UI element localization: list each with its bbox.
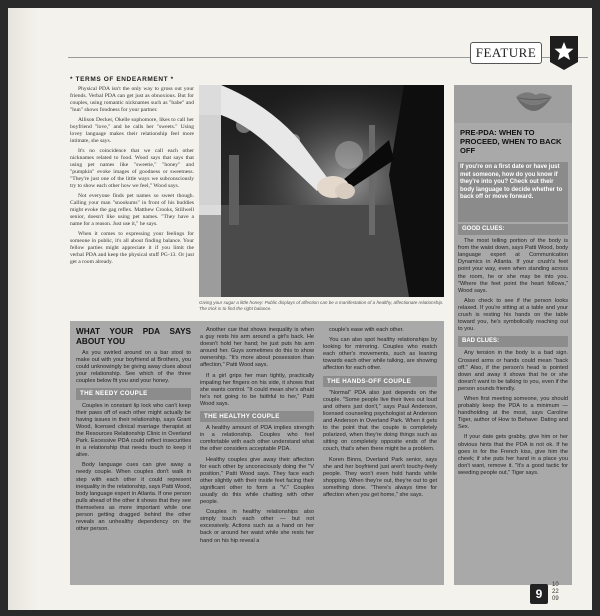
article-paragraph: You can also spot healthy relationships by looking for mirroring. Couples who match each other's movements, such as leaning towards each other while talking, are showing affection for each other. bbox=[323, 337, 437, 372]
star-badge-icon bbox=[550, 36, 578, 70]
issue-date-day: 22 bbox=[552, 589, 559, 595]
healthy-couple-heading: THE HEALTHY COUPLE bbox=[200, 411, 314, 422]
sidebar-paragraph: When first meeting someone, you should probably keep the PDA to a minimum — handholding at the most, says Caroline Tiger, author of How to Behave: Dating and Sex. bbox=[458, 395, 568, 431]
magazine-page bbox=[8, 8, 592, 610]
section-header bbox=[470, 36, 584, 76]
article-paragraph: A healthy amount of PDA implies strength in a relationship. Couples who feel comfortable with each other understand what the other considers acceptable PDA. bbox=[200, 425, 314, 453]
sidebar-intro: If you're on a first date or have just met someone, how do you know if they're into you? Check out their body language to decide whether to back off or move forward. bbox=[458, 162, 568, 222]
article-column-3 bbox=[323, 327, 437, 502]
issue-date-year: 09 bbox=[552, 596, 559, 602]
column-paragraph: Physical PDA isn't the only way to gross out your friends. Verbal PDA can get just as obnoxious. But for couples, using romantic nicknames such as "babe" and "hun" shows fondness for your partner. bbox=[70, 86, 194, 113]
page-number: 9 bbox=[530, 584, 548, 604]
article-paragraph: Couples in constant lip lock who can't keep their paws off of each other might actually be having issues in their relationship, says Grant Wood, licensed clinical marriage therapist at the Resources Relationship Clinic in Overland Park. Excessive PDA could reflect insecurities in a relationship that needs touch to keep it alive. bbox=[76, 402, 191, 459]
good-clues-heading: GOOD CLUES: bbox=[458, 224, 568, 235]
sidebar-body bbox=[458, 224, 568, 480]
issue-date bbox=[552, 582, 572, 603]
photo-caption: Giving your sugar a little honey: Public displays of affection can be a manifestation of a healthy, affectionate relationship. The trick is to find the right balance. bbox=[199, 300, 444, 311]
sidebar-paragraph: Also check to see if the person looks relaxed. If you're sitting at a table and your crush is resting his hands on the table toward you, he's symbolically reaching out to you. bbox=[458, 297, 568, 333]
page-folio bbox=[530, 582, 584, 606]
lips-graphic bbox=[454, 85, 572, 123]
hands-off-couple-heading: THE HANDS-OFF COUPLE bbox=[323, 376, 437, 387]
pda-article-box bbox=[70, 321, 444, 585]
column-paragraph: Not everyone finds pet names so sweet though. Calling your man "snookums" in front of his buddies might evoke the gag reflex. Matthew Crooks, Stillwell senior, doesn't like using pet names. "They have a name for a reason. Just use it," he says. bbox=[70, 193, 194, 227]
bad-clues-heading: BAD CLUES: bbox=[458, 336, 568, 347]
issue-date-month: 10 bbox=[552, 582, 559, 588]
page-gutter bbox=[8, 8, 38, 610]
column-paragraph: It's no coincidence that we call each other nicknames related to food. Wood says that says that using pet names like "sweetie," "honey" and "pumpkin" evoke images of goodness or sweetness. "They're just one of the little ways we subconsciously try to show each other how we feel," Wood says. bbox=[70, 148, 194, 189]
section-label: FEATURE bbox=[470, 42, 542, 64]
article-paragraph: Healthy couples give away their affection for each other by unconsciously doing the "V position," Patti Wood says. They face each other slightly with their inside feet facing their significant other to form a "V." Couples usually do this while chatting with other people. bbox=[200, 456, 314, 506]
pre-pda-sidebar bbox=[454, 85, 572, 585]
terms-of-endearment-column bbox=[70, 76, 194, 269]
article-paragraph: Couples in healthy relationships also simply touch each other — but not excessively. Actions such as a hand on her back or around her waist while she rests her hand on his hip reveal a bbox=[200, 509, 314, 544]
article-paragraph: "Normal" PDA also just depends on the couple. "Some people live their lives out loud and others just don't," says Paul Anderson, licensed counseling psychologist at Anderson and Anderson in Overland Park. When it gets to the point that the couple is completely polarized, when they're doing things such as sitting on completely opposite ends of the couch, that's when there might be a problem. bbox=[323, 389, 437, 453]
needy-couple-heading: THE NEEDY COUPLE bbox=[76, 388, 191, 399]
couple-holding-hands-photo bbox=[199, 85, 444, 297]
article-column-1 bbox=[76, 327, 191, 536]
sidebar-paragraph: If your date gets grabby, give him or her obvious hints that the PDA is not ok. If he goes in for the French kiss, give him the cheek; if she puts her hand in a place you don't want, remove it. "It's a good tactic for weeding people out," Tiger says. bbox=[458, 434, 568, 476]
column-paragraph: Allison Decker, Okelle sophomore, likes to call her boyfriend "love," and he calls her "sweets." Using lovey language makes their relationship feel more intimate, she says. bbox=[70, 117, 194, 144]
article-paragraph: couple's ease with each other. bbox=[329, 327, 404, 333]
lips-icon bbox=[454, 85, 572, 123]
sidebar-title: PRE-PDA: WHEN TO PROCEED, WHEN TO BACK OFF bbox=[460, 128, 562, 155]
article-intro: As you swirled around on a bar stool to make out with your boyfriend at Brothers, you could unknowingly be giving away clues about your relationship. See which of the three couples below fit you and your honey. bbox=[76, 350, 191, 385]
article-paragraph: Koren Binns, Overland Park senior, says she and her boyfriend just aren't touchy-feely people. They won't even hold hands while shopping. When they're out, they're out to get something done. "There's always time for affection when you get home," she says. bbox=[323, 456, 437, 498]
column-paragraph: When it comes to expressing your feelings for someone in public, it's all about finding balance. Your fellow parties might appreciate it if you limit the verbal PDA and keep the physical stuff PG-13. Or just get a room already. bbox=[70, 231, 194, 265]
article-column-2 bbox=[200, 327, 314, 548]
sidebar-paragraph: The most telling portion of the body is from the waist down, says Patti Wood, body language expert at Communication Dynamics in Atlanta. If your crush's feet point your way, even when standing across the room, he or she may be into you. "Where the feet point the heart follows," Wood says. bbox=[458, 238, 568, 294]
article-title: WHAT YOUR PDA SAYS ABOUT YOU bbox=[76, 327, 191, 346]
column-kicker: * TERMS OF ENDEARMENT * bbox=[70, 76, 174, 83]
article-paragraph: If a girl grips her man tightly, practically impaling her fingers on his side, it shows that she wants control. "It could mean she's afraid he's not going to be faithful to her," Patti Wood says. bbox=[200, 372, 314, 407]
article-paragraph: Body language cues can give away a needy couple. When couples don't walk in step with each other it could represent inequality in the relationship, says Patti Wood, body language expert in Atlanta. If one person pulls ahead of the other it shows that they see themselves as more important while one person getting dragged behind the other reveals an unhealthy dependency on the other person. bbox=[76, 462, 191, 533]
article-paragraph: Another cue that shows inequality is when a guy rests his arm around a girl's back. He doesn't hold her hand; he just puts his arm around her. Guys sometimes do this to show ownership. "It's more about possession than affection," Patti Wood says. bbox=[200, 327, 314, 369]
sidebar-paragraph: Any tension in the body is a bad sign. Crossed arms or hands could mean "back off." Also, if the person's head is pointed down and away it shows that he or she doesn't want to be talking to you, even if the person sounds friendly. bbox=[458, 350, 568, 392]
